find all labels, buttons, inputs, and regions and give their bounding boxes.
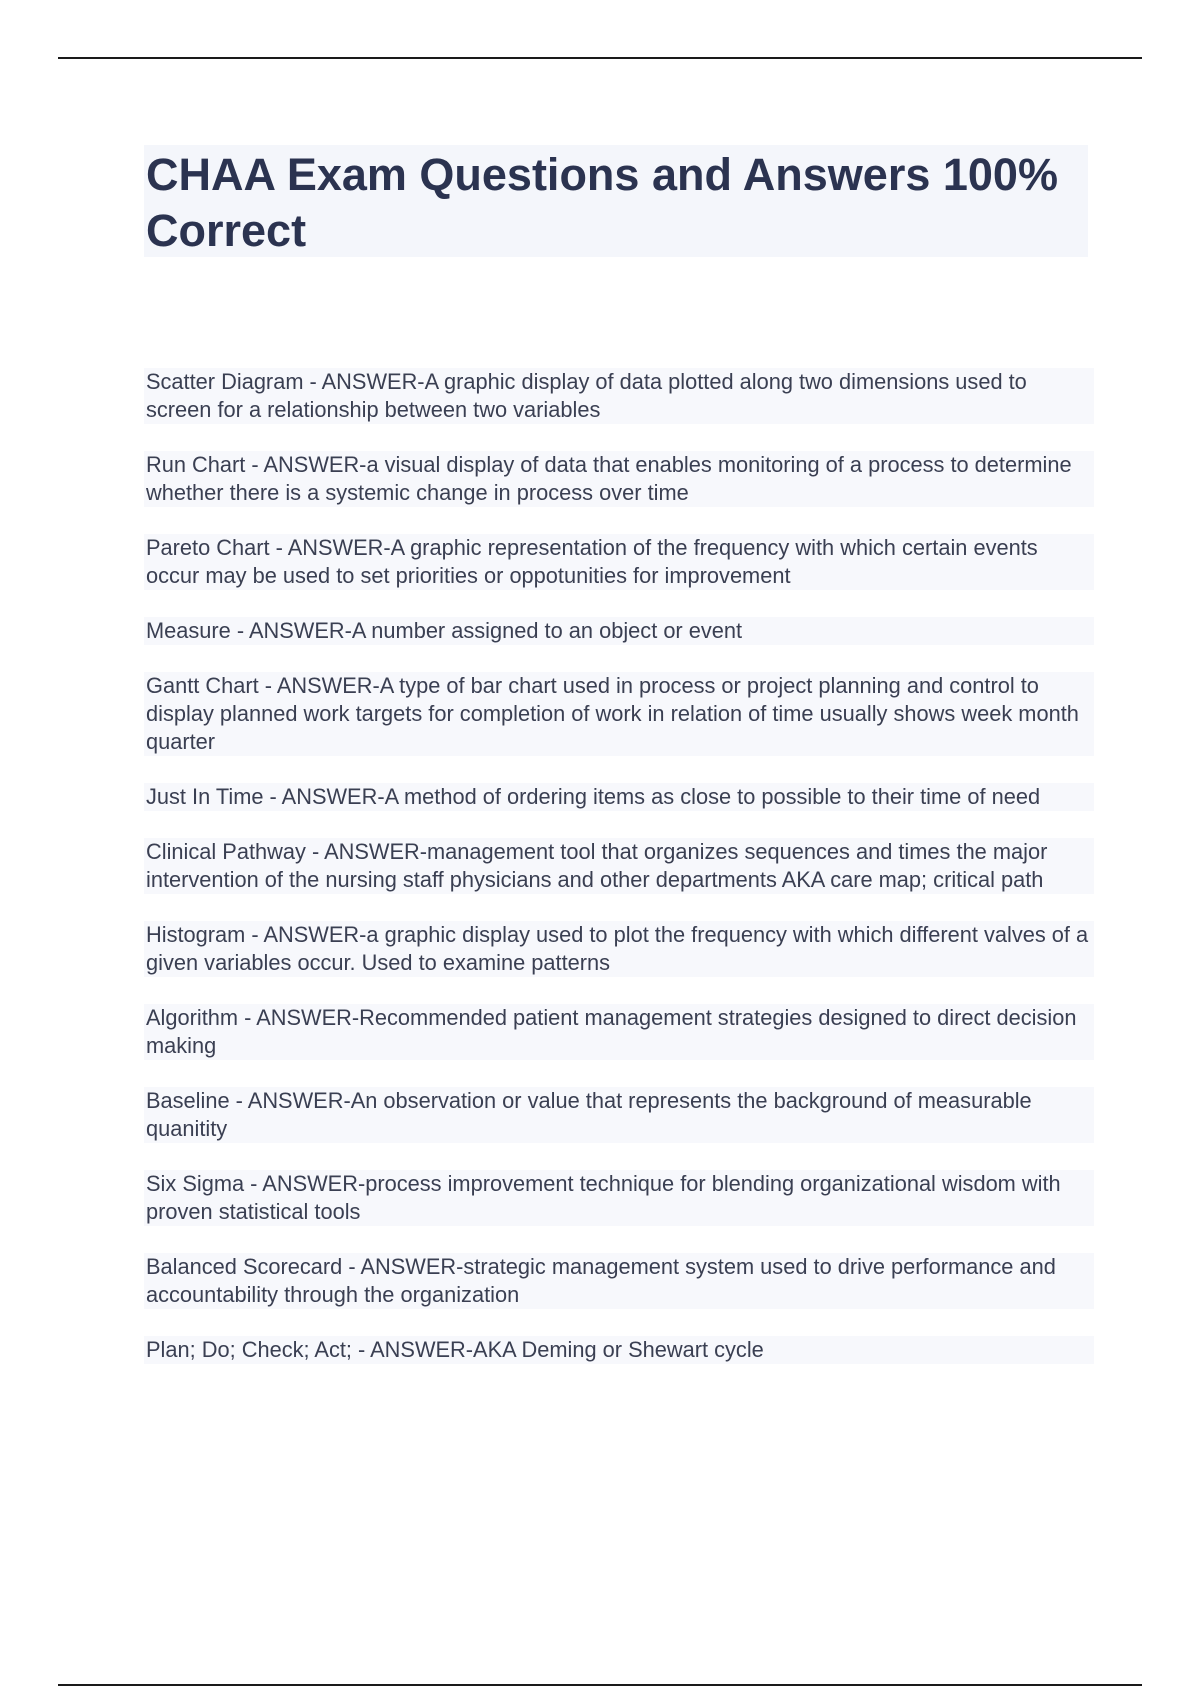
qa-item: Gantt Chart - ANSWER-A type of bar chart used in process or project planning and control to display planned work targets for completion of work in relation of time usually shows week month quarter (144, 672, 1094, 756)
qa-item: Balanced Scorecard - ANSWER-strategic management system used to drive performance and accountability through the organization (144, 1253, 1094, 1309)
qa-item: Just In Time - ANSWER-A method of ordering items as close to possible to their time of need (144, 783, 1094, 811)
qa-item: Scatter Diagram - ANSWER-A graphic display of data plotted along two dimensions used to screen for a relationship between two variables (144, 368, 1094, 424)
title-block (144, 145, 1088, 257)
qa-item: Clinical Pathway - ANSWER-management tool that organizes sequences and times the major intervention of the nursing staff physicians and other departments AKA care map; critical path (144, 838, 1094, 894)
qa-item: Measure - ANSWER-A number assigned to an object or event (144, 617, 1094, 645)
qa-item: Six Sigma - ANSWER-process improvement technique for blending organizational wisdom with proven statistical tools (144, 1170, 1094, 1226)
qa-list (144, 368, 1094, 1391)
qa-item: Baseline - ANSWER-An observation or value that represents the background of measurable quanitity (144, 1087, 1094, 1143)
bottom-divider (58, 1684, 1142, 1686)
qa-item: Run Chart - ANSWER-a visual display of data that enables monitoring of a process to determine whether there is a systemic change in process over time (144, 451, 1094, 507)
qa-item: Histogram - ANSWER-a graphic display used to plot the frequency with which different valves of a given variables occur. Used to examine patterns (144, 921, 1094, 977)
document-title: CHAA Exam Questions and Answers 100% Correct (146, 149, 1058, 256)
qa-item: Algorithm - ANSWER-Recommended patient management strategies designed to direct decision making (144, 1004, 1094, 1060)
qa-item: Pareto Chart - ANSWER-A graphic representation of the frequency with which certain events occur may be used to set priorities or oppotunities for improvement (144, 534, 1094, 590)
top-divider (58, 57, 1142, 59)
qa-item: Plan; Do; Check; Act; - ANSWER-AKA Deming or Shewart cycle (144, 1336, 1094, 1364)
